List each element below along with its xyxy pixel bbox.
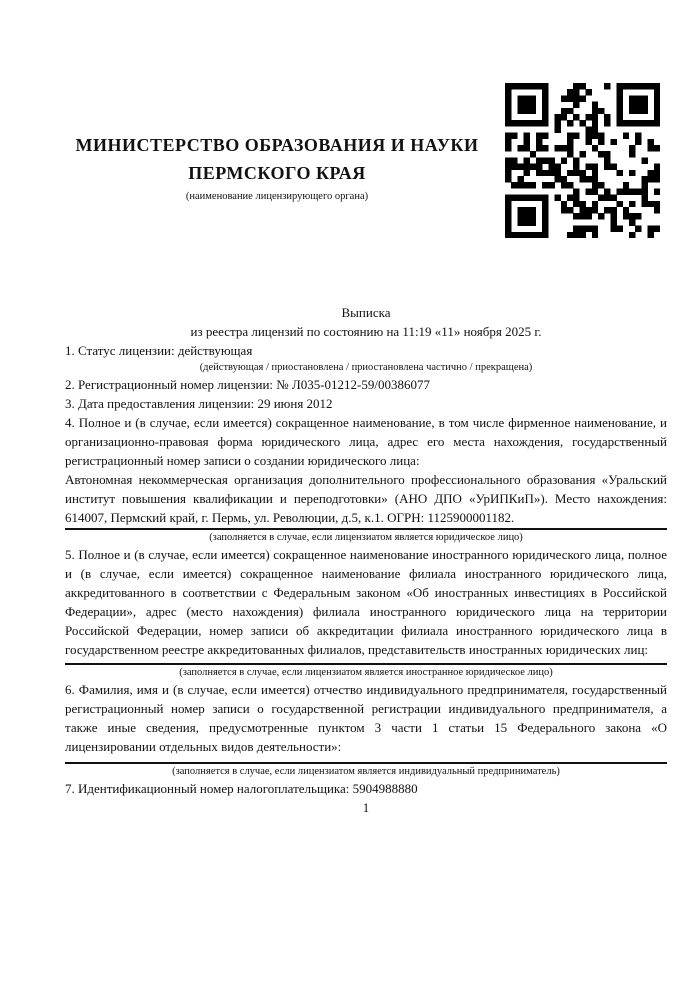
ministry-caption: (наименование лицензирующего органа): [185, 191, 369, 202]
item6-note: (заполняется в случае, если лицензиатом является индивидуальный предприниматель): [172, 766, 560, 777]
item4-legal-entity-intro: 4. Полное и (в случае, если имеется) сокращенное наименование, в том числе фирменное наименование, и организационно-правовая форма юридического лица, адрес его места нахождения, государственный регистрационный номер записи о создании юридического лица:: [65, 415, 667, 468]
title-line2: из реестра лицензий по состоянию на 11:19 «11» ноября 2025 г.: [190, 324, 542, 339]
document-body: [65, 0, 667, 817]
ministry-name-line2: ПЕРМСКОГО КРАЯ: [188, 163, 366, 183]
license-status-note: (действующая / приостановлена / приостановлена частично / прекращена): [199, 362, 533, 373]
taxpayer-id: 7. Идентификационный номер налогоплательщика: 5904988880: [65, 781, 418, 796]
license-grant-date: 3. Дата предоставления лицензии: 29 июня 2012: [65, 396, 333, 411]
title-line1: Выписка: [341, 305, 391, 320]
license-status: 1. Статус лицензии: действующая: [65, 343, 253, 358]
item4-note: (заполняется в случае, если лицензиатом является юридическое лицо): [209, 532, 523, 543]
item5-note: (заполняется в случае, если лицензиатом является иностранное юридическое лицо): [179, 667, 553, 678]
ministry-name-line1: МИНИСТЕРСТВО ОБРАЗОВАНИЯ И НАУКИ: [75, 135, 479, 155]
licensee-legal-entity-details: Автономная некоммерческая организация дополнительного профессионального образования «Уральский институт повышения квалификации и переподготовки» (АНО ДПО «УрИПКиП»). Место нахождения: 614007, Пермский край, г. Пермь, ул. Революции, д.5, к.1. ОГРН: 1125900001182.: [65, 472, 667, 525]
item6-entrepreneur-intro: 6. Фамилия, имя и (в случае, если имеется) отчество индивидуального предпринимателя, государственный регистрационный номер записи о государственной регистрации индивидуального предпринимателя, а также иные сведения, предусмотренные пунктом 3 части 1 статьи 15 Федерального закона «О лицензировании отдельных видов деятельности»:: [65, 682, 667, 754]
license-registration-number: 2. Регистрационный номер лицензии: № Л035-01212-59/00386077: [65, 377, 431, 392]
item5-foreign-entity-intro: 5. Полное и (в случае, если имеется) сокращенное наименование иностранного юридического лица, полное и (в случае, если имеется) сокращенное наименование филиала иностранного юридического лица, аккредитованного в соответствии с Федеральным законом «Об иностранных инвестициях в Российской Федерации», адрес (место нахождения) филиала иностранного юридического лица на территории Российской Федерации, номер записи об аккредитации филиала иностранного юридического лица в государственном реестре аккредитованных филиалов, представительств иностранных юридических лиц:: [65, 547, 667, 657]
document-title: [65, 303, 667, 341]
page-number: 1: [362, 800, 370, 815]
